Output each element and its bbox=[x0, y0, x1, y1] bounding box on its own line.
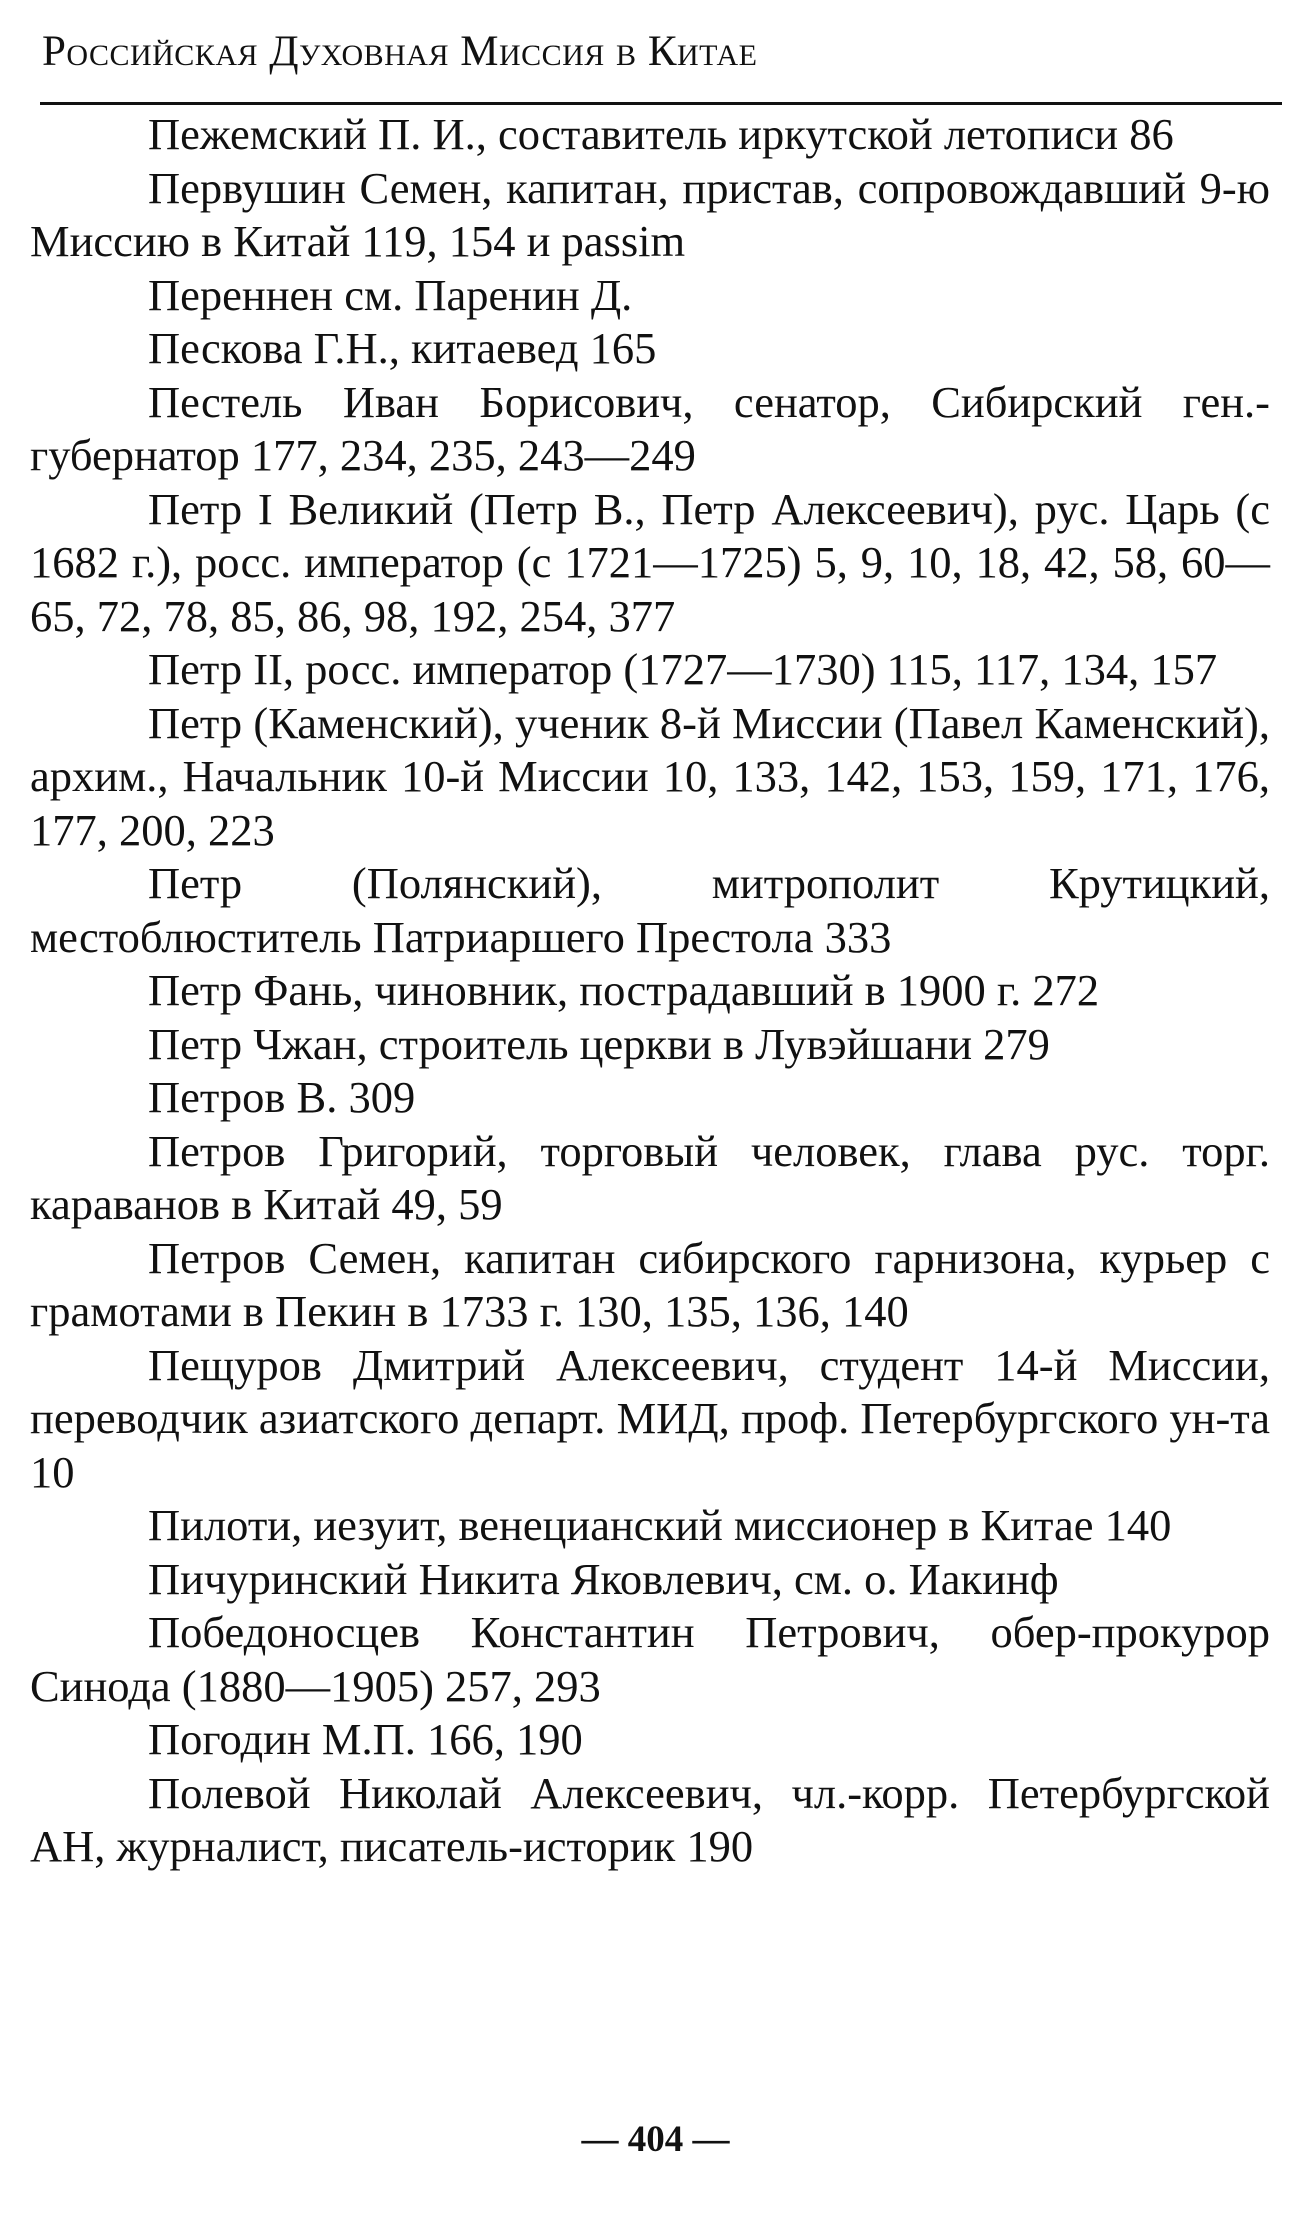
index-entry: Петр (Каменский), ученик 8-й Миссии (Павел Каменский), архим., Начальник 10-й Миссии 10, 133, 142, 153, 159, 171, 176, 177, 200, 223 bbox=[30, 697, 1270, 855]
index-entry: Погодин М.П. 166, 190 bbox=[148, 1714, 583, 1764]
index-entry: Петров Семен, капитан сибирского гарнизона, курьер с грамотами в Пекин в 1733 г. 130, 135, 136, 140 bbox=[30, 1232, 1270, 1336]
header-rule bbox=[40, 102, 1282, 105]
index-entry: Петр I Великий (Петр В., Петр Алексеевич), рус. Царь (с 1682 г.), росс. император (с 1721—1725) 5, 9, 10, 18, 42, 58, 60—65, 72, 78, 85, 86, 98, 192, 254, 377 bbox=[30, 483, 1270, 641]
index-entry: Петр Чжан, строитель церкви в Лувэйшани 279 bbox=[148, 1018, 1050, 1069]
index-entry: Переннен см. Паренин Д. bbox=[148, 269, 633, 320]
index-entry: Пичуринский Никита Яковлевич, см. о. Иакинф bbox=[148, 1553, 1059, 1604]
index-entry: Полевой Николай Алексеевич, чл.-корр. Петербургской АН, журналист, писатель-историк 190 bbox=[30, 1767, 1270, 1871]
index-entry: Первушин Семен, капитан, пристав, сопровождавший 9-ю Миссию в Китай 119, 154 и passim bbox=[30, 162, 1270, 266]
index-entry: Пескова Г.Н., китаевед 165 bbox=[148, 323, 657, 373]
page-number: — 404 — bbox=[581, 2119, 730, 2160]
index-entry: Пестель Иван Борисович, сенатор, Сибирский ген.-губернатор 177, 234, 235, 243—249 bbox=[30, 376, 1270, 480]
name-index-list bbox=[30, 108, 1270, 1874]
index-entry: Победоносцев Константин Петрович, обер-прокурор Синода (1880—1905) 257, 293 bbox=[30, 1607, 1270, 1711]
index-entry: Пещуров Дмитрий Алексеевич, студент 14-й Миссии, переводчик азиатского департ. МИД, проф. Петербургского ун-та 10 bbox=[30, 1339, 1270, 1497]
index-entry: Пежемский П. И., составитель иркутской летописи 86 bbox=[148, 109, 1174, 159]
index-entry: Петров Григорий, торговый человек, глава рус. торг. караванов в Китай 49, 59 bbox=[30, 1125, 1270, 1229]
index-entry: Петр (Полянский), митрополит Крутицкий, местоблюститель Патриаршего Престола 333 bbox=[30, 858, 1270, 962]
index-entry: Петров В. 309 bbox=[148, 1072, 416, 1122]
running-head-title: Российская Духовная Миссия в Китае bbox=[42, 28, 758, 75]
index-entry: Петр Фань, чиновник, пострадавший в 1900 г. 272 bbox=[148, 965, 1100, 1015]
index-entry: Петр II, росс. император (1727—1730) 115, 117, 134, 157 bbox=[148, 644, 1218, 694]
index-entry: Пилоти, иезуит, венецианский миссионер в Китае 140 bbox=[148, 1500, 1172, 1550]
